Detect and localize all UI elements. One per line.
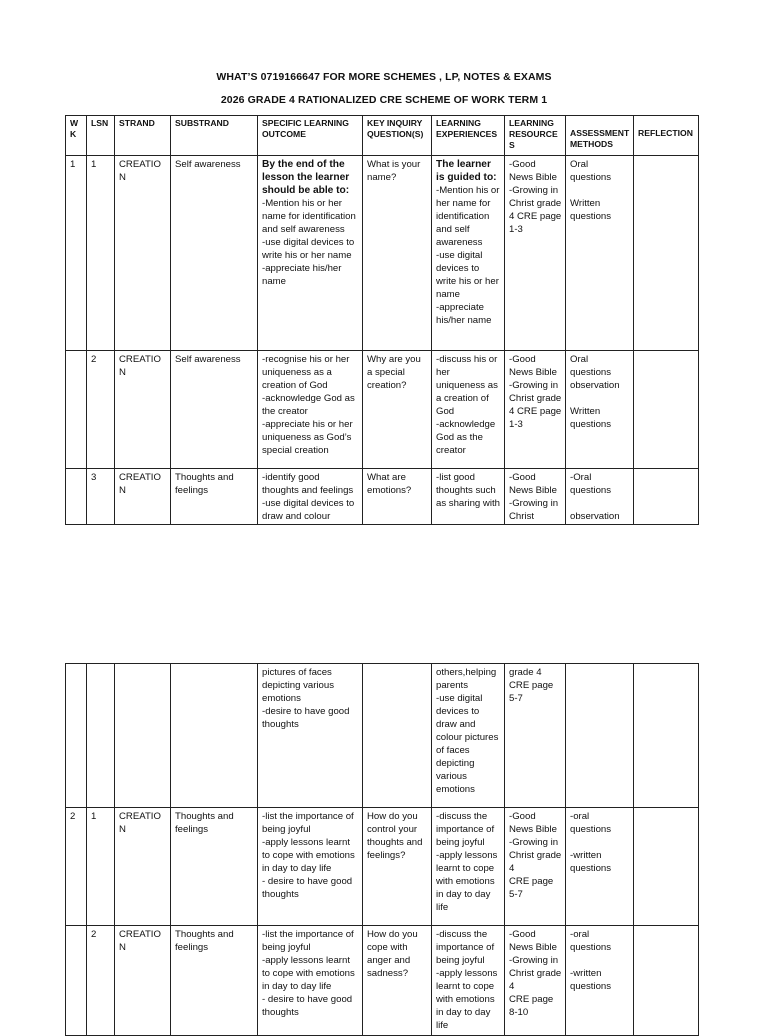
col-header-lsn: LSN: [87, 116, 115, 156]
cell-outcome: -recognise his or her uniqueness as a creation of God -acknowledge God as the creator -appreciate his or her uniqueness as God’s special creation: [258, 351, 363, 469]
cell-resources: grade 4 CRE page 5-7: [505, 664, 566, 808]
cell-lsn: [87, 664, 115, 808]
cell-question: [363, 664, 432, 808]
cell-substrand: Self awareness: [171, 156, 258, 351]
cell-substrand: Thoughts and feelings: [171, 469, 258, 525]
cell-lsn: 2: [87, 351, 115, 469]
cell-experiences: -discuss the importance of being joyful -apply lessons learnt to cope with emotions in day to day life: [432, 926, 505, 1036]
cell-outcome: [258, 156, 363, 351]
cell-wk: [66, 926, 87, 1036]
cell-lsn: 2: [87, 926, 115, 1036]
cell-substrand: Self awareness: [171, 351, 258, 469]
experiences-text: -Mention his or her name for identification and self awareness -use digital devices to write his or her name -appreciate his/her name: [436, 185, 500, 326]
cell-strand: CREATION: [115, 808, 171, 926]
cell-substrand: Thoughts and feelings: [171, 808, 258, 926]
table-row: [66, 926, 699, 1036]
cell-question: What are emotions?: [363, 469, 432, 525]
col-header-strand: STRAND: [115, 116, 171, 156]
outcome-lead: By the end of the lesson the learner should be able to:: [262, 159, 350, 196]
cell-resources: -Good News Bible -Growing in Christ grade 4 CRE page 1-3: [505, 156, 566, 351]
cell-wk: [66, 664, 87, 808]
cell-question: How do you cope with anger and sadness?: [363, 926, 432, 1036]
cell-assessment: [566, 664, 634, 808]
cell-experiences: others,helping parents -use digital devices to draw and colour pictures of faces depicting various emotions: [432, 664, 505, 808]
cell-assessment: -Oral questions observation: [566, 469, 634, 525]
table-row: [66, 351, 699, 469]
cell-strand: CREATION: [115, 926, 171, 1036]
promo-header: WHAT’S 0719166647 FOR MORE SCHEMES , LP, NOTES & EXAMS: [216, 71, 552, 83]
outcome-text: -Mention his or her name for identification and self awareness -use digital devices to write his or her name -appreciate his/her name: [262, 198, 356, 287]
cell-outcome: pictures of faces depicting various emotions -desire to have good thoughts: [258, 664, 363, 808]
cell-resources: -Good News Bible -Growing in Christ: [505, 469, 566, 525]
col-header-reflection: REFLECTION: [634, 116, 699, 156]
cell-substrand: Thoughts and feelings: [171, 926, 258, 1036]
cell-wk: 1: [66, 156, 87, 351]
col-header-substrand: SUBSTRAND: [171, 116, 258, 156]
cell-assessment: Oral questions Written questions: [566, 156, 634, 351]
col-header-assessment: ASSESSMENT METHODS: [566, 116, 634, 156]
table-row: [66, 664, 699, 808]
cell-strand: CREATION: [115, 156, 171, 351]
cell-wk: [66, 351, 87, 469]
cell-reflection: [634, 808, 699, 926]
scheme-table-page-1: [65, 115, 699, 525]
document-title: 2026 GRADE 4 RATIONALIZED CRE SCHEME OF WORK TERM 1: [220, 94, 548, 106]
cell-lsn: 1: [87, 808, 115, 926]
cell-question: How do you control your thoughts and feelings?: [363, 808, 432, 926]
cell-experiences: -discuss his or her uniqueness as a creation of God -acknowledge God as the creator: [432, 351, 505, 469]
col-header-wk: W K: [66, 116, 87, 156]
cell-strand: CREATION: [115, 469, 171, 525]
cell-resources: -Good News Bible -Growing in Christ grade 4 CRE page 1-3: [505, 351, 566, 469]
cell-assessment: -oral questions -written questions: [566, 808, 634, 926]
col-header-outcome: SPECIFIC LEARNING OUTCOME: [258, 116, 363, 156]
cell-resources: -Good News Bible -Growing in Christ grade 4 CRE page 5-7: [505, 808, 566, 926]
cell-question: Why are you a special creation?: [363, 351, 432, 469]
cell-substrand: [171, 664, 258, 808]
experiences-lead: The learner is guided to:: [436, 159, 497, 183]
cell-experiences: [432, 156, 505, 351]
table-header-row: [66, 116, 699, 156]
cell-reflection: [634, 351, 699, 469]
cell-resources: -Good News Bible -Growing in Christ grade 4 CRE page 8-10: [505, 926, 566, 1036]
cell-reflection: [634, 926, 699, 1036]
cell-wk: [66, 469, 87, 525]
cell-experiences: -list good thoughts such as sharing with: [432, 469, 505, 525]
cell-reflection: [634, 469, 699, 525]
cell-reflection: [634, 156, 699, 351]
cell-assessment: -oral questions -written questions: [566, 926, 634, 1036]
cell-wk: 2: [66, 808, 87, 926]
cell-assessment: Oral questions observation Written questions: [566, 351, 634, 469]
col-header-experiences: LEARNING EXPERIENCES: [432, 116, 505, 156]
cell-strand: [115, 664, 171, 808]
cell-outcome: -list the importance of being joyful -apply lessons learnt to cope with emotions in day to day life - desire to have good thoughts: [258, 926, 363, 1036]
col-header-resources: LEARNING RESOURCES: [505, 116, 566, 156]
table-row: [66, 808, 699, 926]
col-header-question: KEY INQUIRY QUESTION(S): [363, 116, 432, 156]
cell-experiences: -discuss the importance of being joyful -apply lessons learnt to cope with emotions in day to day life: [432, 808, 505, 926]
scheme-table-page-2: [65, 663, 699, 1036]
table-row: [66, 469, 699, 525]
cell-lsn: 3: [87, 469, 115, 525]
cell-strand: CREATION: [115, 351, 171, 469]
cell-outcome: -list the importance of being joyful -apply lessons learnt to cope with emotions in day to day life - desire to have good thoughts: [258, 808, 363, 926]
table-row: [66, 156, 699, 351]
cell-lsn: 1: [87, 156, 115, 351]
cell-question: What is your name?: [363, 156, 432, 351]
cell-reflection: [634, 664, 699, 808]
cell-outcome: -identify good thoughts and feelings -use digital devices to draw and colour: [258, 469, 363, 525]
